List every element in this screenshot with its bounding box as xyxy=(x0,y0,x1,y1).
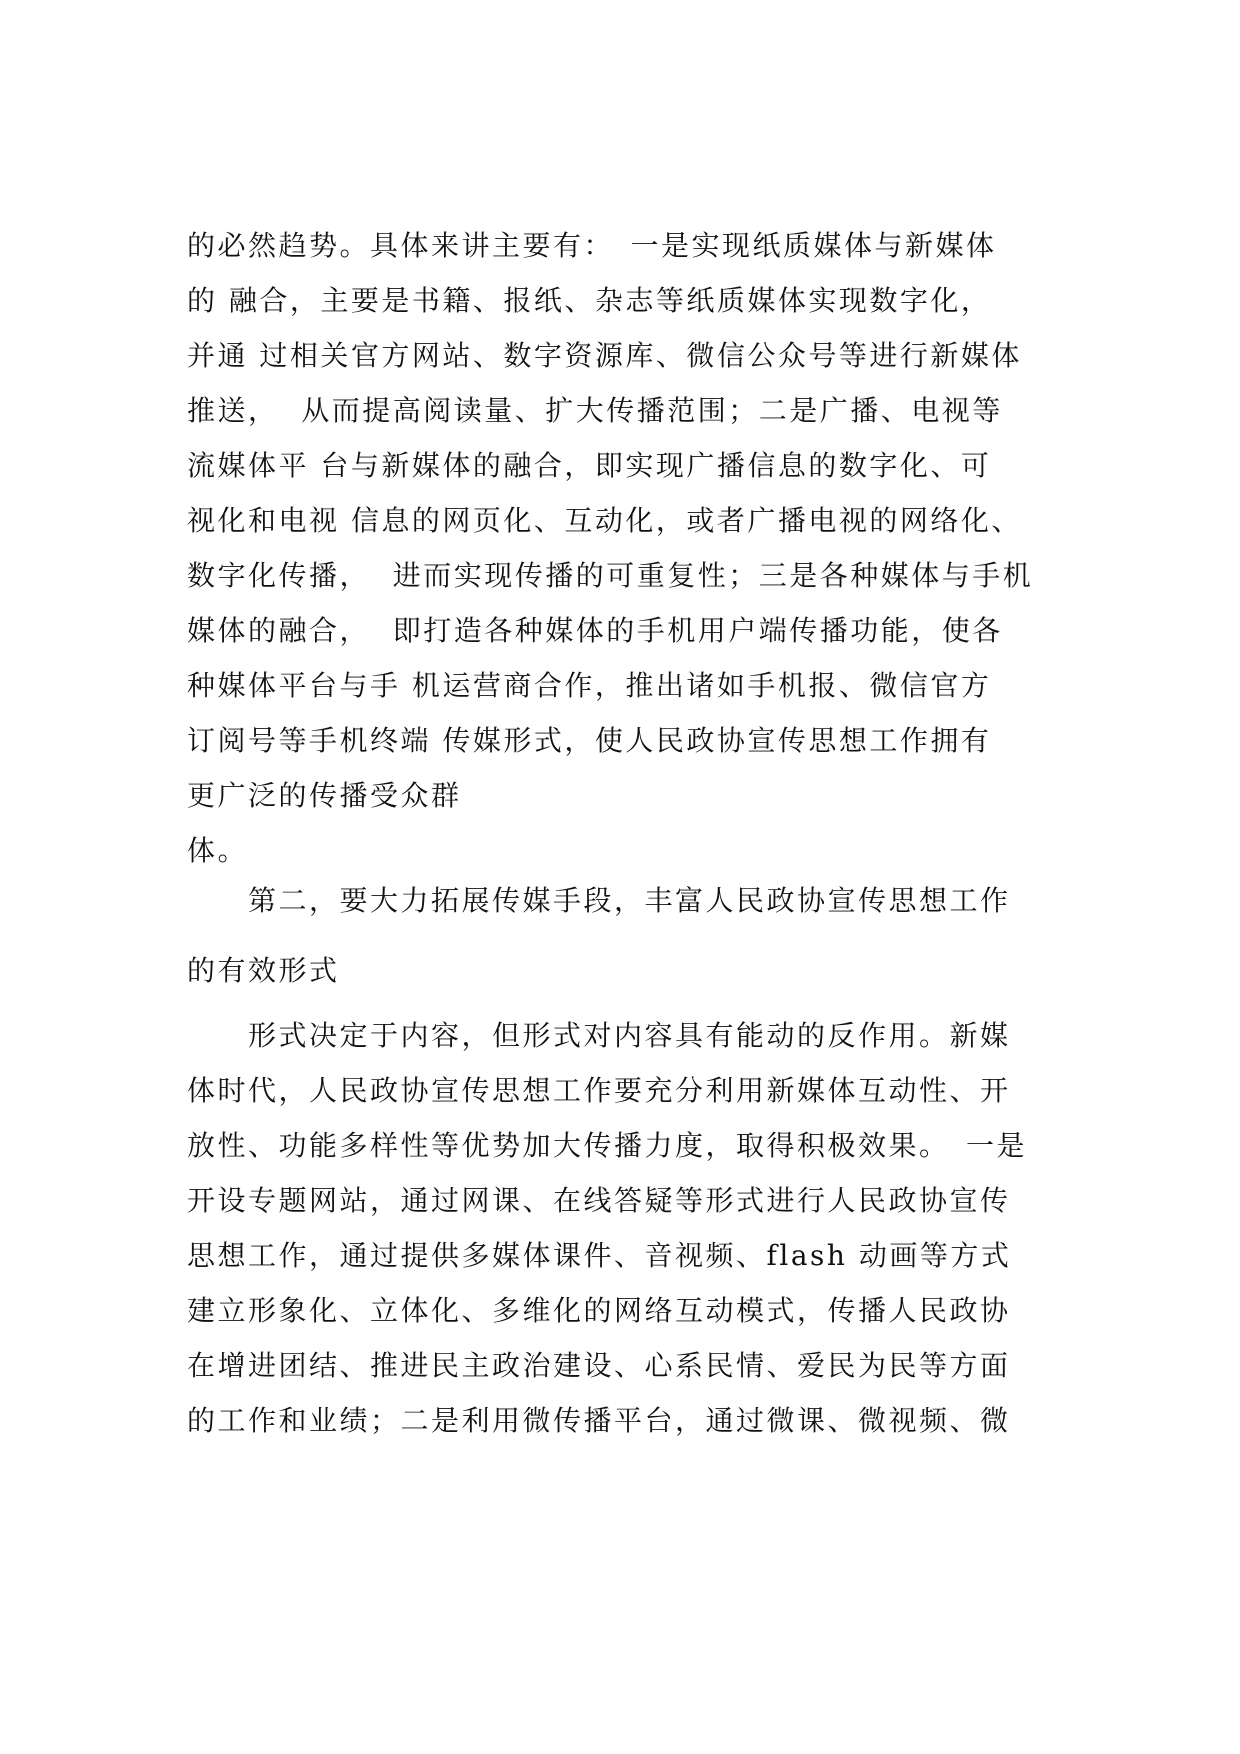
text-line: 体。 xyxy=(187,834,249,867)
paragraph-media-fusion xyxy=(187,218,1067,878)
text-line: 思想工作，通过提供多媒体课件、音视频、flash 动画等方式 xyxy=(187,1239,1012,1272)
paragraph-form-content xyxy=(187,1008,1067,1448)
text-line: 流媒体平 台与新媒体的融合，即实现广播信息的数字化、可 xyxy=(187,449,992,482)
text-line: 形式决定于内容，但形式对内容具有能动的反作用。新媒 xyxy=(187,1019,1011,1052)
text-line: 体时代，人民政协宣传思想工作要充分利用新媒体互动性、开 xyxy=(187,1074,1011,1107)
text-line: 开设专题网站，通过网课、在线答疑等形式进行人民政协宣传 xyxy=(187,1184,1011,1217)
heading-line: 的有效形式 xyxy=(187,954,340,987)
text-line: 放性、功能多样性等优势加大传播力度，取得积极效果。 一是 xyxy=(187,1129,1028,1162)
text-line: 种媒体平台与手 机运营商合作，推出诸如手机报、微信官方 xyxy=(187,669,992,702)
text-line: 的 融合，主要是书籍、报纸、杂志等纸质媒体实现数字化， xyxy=(187,284,992,317)
text-line: 的必然趋势。具体来讲主要有： 一是实现纸质媒体与新媒体 xyxy=(187,229,997,262)
section-heading xyxy=(187,873,1067,1013)
text-line: 推送， 从而提高阅读量、扩大传播范围；二是广播、电视等 xyxy=(187,394,1003,427)
text-line: 订阅号等手机终端 传媒形式，使人民政协宣传思想工作拥有 xyxy=(187,724,992,757)
text-line: 视化和电视 信息的网页化、互动化，或者广播电视的网络化、 xyxy=(187,504,1022,537)
text-line: 更广泛的传播受众群 xyxy=(187,779,462,812)
text-line: 媒体的融合， 即打造各种媒体的手机用户端传播功能，使各 xyxy=(187,614,1003,647)
text-line: 建立形象化、立体化、多维化的网络互动模式，传播人民政协 xyxy=(187,1294,1011,1327)
text-line: 在增进团结、推进民主政治建设、心系民情、爱民为民等方面 xyxy=(187,1349,1011,1382)
text-line: 数字化传播， 进而实现传播的可重复性；三是各种媒体与手机 xyxy=(187,559,1034,592)
text-line: 并通 过相关官方网站、数字资源库、微信公众号等进行新媒体 xyxy=(187,339,1022,372)
text-line: 的工作和业绩；二是利用微传播平台，通过微课、微视频、微 xyxy=(187,1404,1011,1437)
heading-line: 第二，要大力拓展传媒手段，丰富人民政协宣传思想工作 xyxy=(187,884,1011,917)
